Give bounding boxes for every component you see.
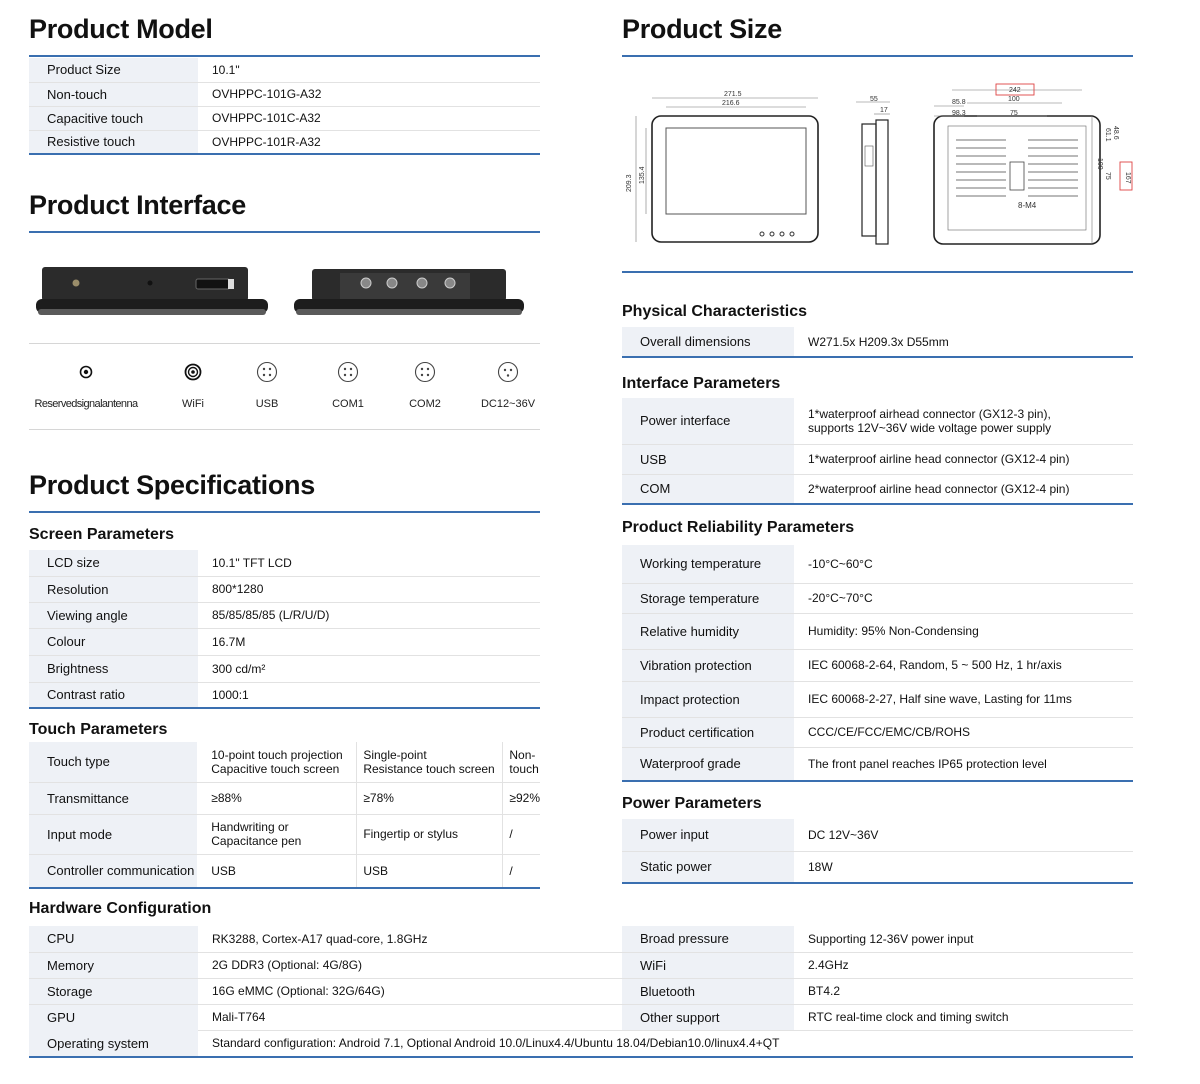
antenna-port-icon [26, 362, 146, 392]
spec-value: 1000:1 [198, 682, 540, 708]
spec-key: CPU [29, 926, 198, 952]
spec-value: Handwriting or Capacitance pen [197, 814, 357, 854]
spec-value: -10°C~60°C [794, 545, 1133, 583]
spec-key: Memory [29, 952, 198, 978]
heading-rule [29, 231, 540, 233]
spec-value: -20°C~70°C [794, 583, 1133, 613]
heading-rule [29, 511, 540, 513]
table-row [622, 545, 1133, 583]
spec-value: / [503, 854, 540, 888]
spec-key: Overall dimensions [622, 327, 794, 357]
table-row [622, 717, 1133, 747]
table-row [29, 106, 540, 130]
dim-back-top: 242 [1009, 87, 1021, 94]
spec-value: IEC 60068-2-27, Half sine wave, Lasting for 11ms [794, 681, 1133, 717]
dim-back-r4: 75 [1104, 172, 1111, 180]
dim-back-r1: 48.6 [1112, 126, 1119, 140]
spec-value: 16.7M [198, 628, 540, 655]
dimension-drawing [622, 80, 1133, 252]
spec-value: RTC real-time clock and timing switch [794, 1004, 1133, 1030]
interface-label: DC12~36V [480, 398, 536, 410]
table-row [622, 398, 1133, 444]
dim-front-inner-width: 216.6 [722, 100, 740, 107]
table-row [29, 130, 540, 154]
table-row [29, 782, 540, 814]
hardware-table-left [29, 926, 622, 1031]
dim-front-height: 209.3 [626, 174, 633, 192]
device-side-view-right [294, 265, 524, 317]
spec-key: GPU [29, 1004, 198, 1030]
dim-back-r5: 167 [1124, 172, 1131, 184]
reliability-parameters-table [622, 545, 1133, 782]
spec-key: Vibration protection [622, 649, 794, 681]
spec-value: OVHPPC-101R-A32 [198, 130, 540, 154]
spec-key: Power input [622, 819, 794, 851]
power-connector-icon [448, 362, 568, 392]
spec-key: Capacitive touch [29, 106, 198, 130]
interface-item [448, 362, 568, 410]
spec-key: Static power [622, 851, 794, 883]
spec-value: 18W [794, 851, 1133, 883]
spec-key: Product certification [622, 717, 794, 747]
spec-key: Contrast ratio [29, 682, 198, 708]
screen-parameters-table [29, 550, 540, 709]
spec-value: BT4.2 [794, 978, 1133, 1004]
interface-parameters-heading: Interface Parameters [622, 375, 781, 392]
physical-characteristics-table [622, 327, 1133, 358]
spec-key: Resolution [29, 576, 198, 602]
spec-key: Colour [29, 628, 198, 655]
spec-key: Broad pressure [622, 926, 794, 952]
reliability-parameters-heading: Product Reliability Parameters [622, 519, 855, 536]
spec-value: 1*waterproof airline head connector (GX12-4 pin) [794, 444, 1133, 474]
table-row [622, 444, 1133, 474]
table-row [622, 1004, 1133, 1030]
dim-back-b: 100 [1008, 96, 1020, 103]
dim-side-small: 17 [880, 107, 888, 114]
spec-key: Relative humidity [622, 613, 794, 649]
product-model-heading: Product Model [29, 14, 213, 44]
table-row [622, 926, 1133, 952]
dim-side-depth: 55 [870, 96, 878, 103]
table-row [29, 854, 540, 888]
physical-characteristics-heading: Physical Characteristics [622, 303, 807, 320]
product-model-table [29, 58, 540, 155]
heading-rule [622, 55, 1133, 57]
dim-front-inner-height: 135.4 [639, 166, 646, 184]
device-side-view-left [36, 265, 268, 317]
spec-value: 800*1280 [198, 576, 540, 602]
spec-value: OVHPPC-101C-A32 [198, 106, 540, 130]
table-row [29, 628, 540, 655]
interface-label: USB [255, 398, 279, 410]
spec-key: USB [622, 444, 794, 474]
spec-key: Other support [622, 1004, 794, 1030]
product-size-heading: Product Size [622, 14, 782, 44]
table-row [622, 583, 1133, 613]
spec-value: 10-point touch projection Capacitive touch screen [197, 742, 357, 782]
spec-key: WiFi [622, 952, 794, 978]
spec-value: USB [197, 854, 357, 888]
spec-key: Product Size [29, 58, 198, 82]
table-row [29, 655, 540, 682]
spec-key: Transmittance [29, 782, 197, 814]
table-row [29, 814, 540, 854]
spec-key: Waterproof grade [622, 747, 794, 781]
table-row [29, 978, 622, 1004]
screen-parameters-heading: Screen Parameters [29, 526, 174, 543]
interface-label: COM1 [332, 398, 364, 410]
table-row [622, 327, 1133, 357]
interface-label: Reservedsignalantenna [34, 398, 138, 410]
spec-key: Input mode [29, 814, 197, 854]
table-row [29, 952, 622, 978]
interface-label: COM2 [409, 398, 441, 410]
spec-key: LCD size [29, 550, 198, 576]
hardware-table-right [622, 926, 1133, 1031]
power-parameters-heading: Power Parameters [622, 795, 762, 812]
spec-value: Standard configuration: Android 7.1, Optional Android 10.0/Linux4.4/Ubuntu 18.04/Debian10.0/linux4.4+QT [198, 1030, 1133, 1057]
spec-value: ≥88% [197, 782, 357, 814]
spec-key: Storage temperature [622, 583, 794, 613]
table-row [29, 550, 540, 576]
table-row [622, 649, 1133, 681]
heading-rule [29, 55, 540, 57]
spec-value: Fingertip or stylus [357, 814, 503, 854]
power-parameters-table [622, 819, 1133, 884]
spec-key: Working temperature [622, 545, 794, 583]
spec-value: Supporting 12-36V power input [794, 926, 1133, 952]
spec-key: Bluetooth [622, 978, 794, 1004]
operating-system-row [29, 1030, 1133, 1058]
spec-key: Resistive touch [29, 130, 198, 154]
interface-item [26, 362, 146, 410]
interface-divider-top [29, 343, 540, 344]
mount-label: 8-M4 [1018, 201, 1037, 210]
spec-value: Single-point Resistance touch screen [357, 742, 503, 782]
spec-value: 10.1" TFT LCD [198, 550, 540, 576]
dim-back-a: 85.8 [952, 99, 966, 106]
spec-value: CCC/CE/FCC/EMC/CB/ROHS [794, 717, 1133, 747]
spec-value: 10.1" [198, 58, 540, 82]
table-row [29, 1004, 622, 1030]
spec-key: Brightness [29, 655, 198, 682]
interface-label: WiFi [182, 398, 204, 410]
dim-back-r3: 100 [1096, 158, 1103, 170]
table-row [29, 926, 622, 952]
spec-value: 2G DDR3 (Optional: 4G/8G) [198, 952, 622, 978]
table-row [622, 747, 1133, 781]
dim-back-c: 98.3 [952, 110, 966, 117]
spec-value: Non-touch [503, 742, 540, 782]
dim-back-d: 75 [1010, 110, 1018, 117]
table-row [622, 851, 1133, 883]
spec-value: DC 12V~36V [794, 819, 1133, 851]
spec-value: OVHPPC-101G-A32 [198, 82, 540, 106]
spec-value: ≥78% [357, 782, 503, 814]
spec-key: Touch type [29, 742, 197, 782]
spec-key: Impact protection [622, 681, 794, 717]
hardware-configuration-heading: Hardware Configuration [29, 900, 212, 917]
table-row [29, 58, 540, 82]
product-interface-heading: Product Interface [29, 190, 246, 220]
spec-value: W271.5x H209.3x D55mm [794, 327, 1133, 357]
spec-value: 2.4GHz [794, 952, 1133, 978]
spec-value: The front panel reaches IP65 protection level [794, 747, 1133, 781]
spec-value: 1*waterproof airhead connector (GX12-3 pin), supports 12V~36V wide voltage power supply [794, 398, 1133, 444]
interface-parameters-table [622, 398, 1133, 505]
table-row [29, 576, 540, 602]
spec-value: Mali-T764 [198, 1004, 622, 1030]
table-row [622, 613, 1133, 649]
table-row [29, 602, 540, 628]
spec-value: 300 cd/m² [198, 655, 540, 682]
table-row [29, 82, 540, 106]
table-row [622, 474, 1133, 504]
heading-rule [622, 271, 1133, 273]
spec-key: Non-touch [29, 82, 198, 106]
spec-key: Power interface [622, 398, 794, 444]
spec-value: 16G eMMC (Optional: 32G/64G) [198, 978, 622, 1004]
table-row [29, 682, 540, 708]
spec-value: IEC 60068-2-64, Random, 5 ~ 500 Hz, 1 hr/axis [794, 649, 1133, 681]
dim-front-width: 271.5 [724, 91, 742, 98]
table-row [622, 819, 1133, 851]
spec-value: 85/85/85/85 (L/R/U/D) [198, 602, 540, 628]
spec-key: Viewing angle [29, 602, 198, 628]
spec-value: / [503, 814, 540, 854]
dim-back-r2: 61.1 [1104, 128, 1111, 142]
spec-value: Humidity: 95% Non-Condensing [794, 613, 1133, 649]
spec-key: Operating system [29, 1030, 198, 1057]
spec-value: 2*waterproof airline head connector (GX12-4 pin) [794, 474, 1133, 504]
table-row [622, 952, 1133, 978]
table-row [29, 742, 540, 782]
spec-value: RK3288, Cortex-A17 quad-core, 1.8GHz [198, 926, 622, 952]
touch-parameters-heading: Touch Parameters [29, 721, 168, 738]
product-specifications-heading: Product Specifications [29, 470, 315, 500]
table-row [622, 978, 1133, 1004]
interface-divider-bottom [29, 429, 540, 430]
spec-key: Controller communication [29, 854, 197, 888]
spec-key: Storage [29, 978, 198, 1004]
spec-value: USB [357, 854, 503, 888]
touch-parameters-table [29, 742, 540, 889]
table-row [622, 681, 1133, 717]
spec-key: COM [622, 474, 794, 504]
spec-value: ≥92% [503, 782, 540, 814]
